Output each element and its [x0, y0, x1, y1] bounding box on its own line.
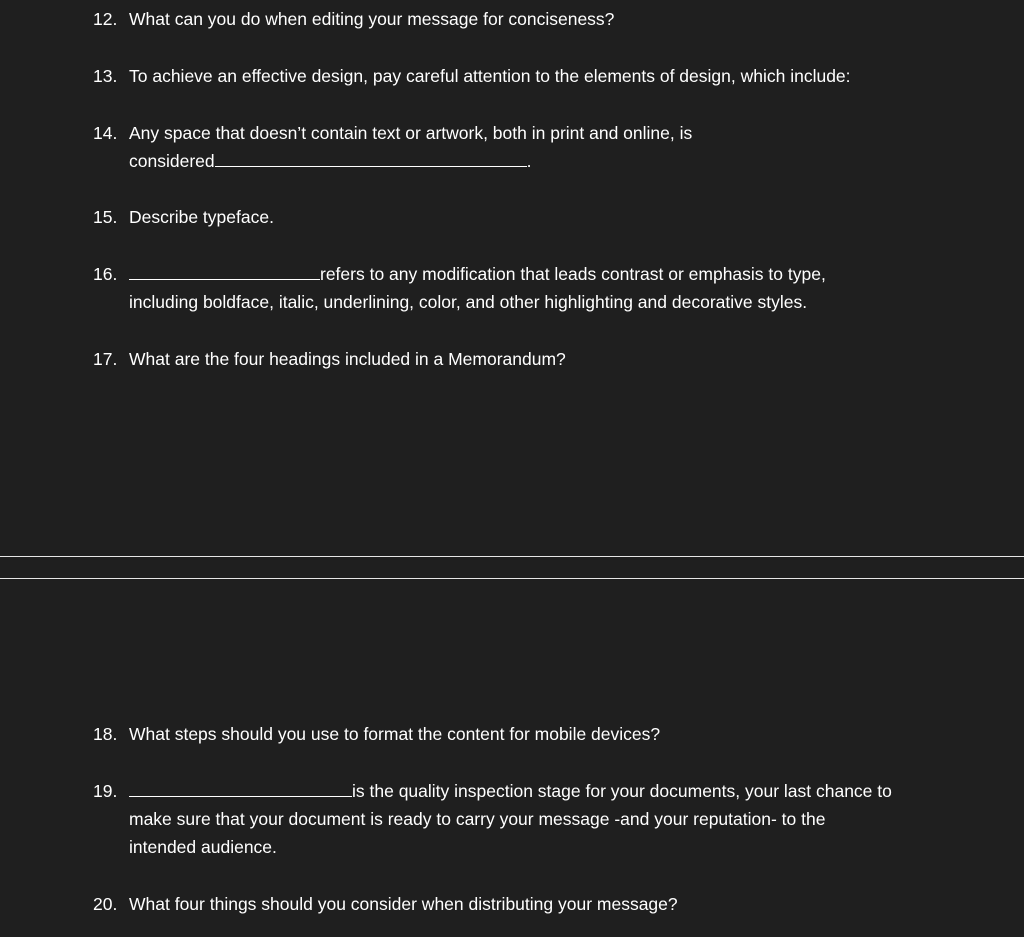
question-number: 13.	[93, 66, 118, 86]
question-text-line-3: intended audience.	[129, 837, 277, 857]
question-text: is the quality inspection stage for your documents, your last chance to	[352, 781, 892, 801]
fill-in-blank	[129, 260, 320, 280]
question-text-line-1: Any space that doesn’t contain text or artwork, both in print and online, is	[129, 123, 693, 143]
question-text-line-1	[129, 777, 892, 805]
question-text-suffix: .	[526, 151, 532, 171]
question-text: What are the four headings included in a Memorandum?	[129, 349, 566, 369]
question-number: 15.	[93, 207, 118, 227]
question-number: 17.	[93, 349, 118, 369]
question-text-line-2: make sure that your document is ready to carry your message -and your reputation- to the	[129, 809, 826, 829]
question-number: 16.	[93, 264, 118, 284]
question-text-prefix: considered	[129, 151, 215, 171]
fill-in-blank	[129, 777, 352, 797]
page-divider-top	[0, 556, 1024, 557]
question-text-line-1	[129, 260, 826, 288]
question-text: What can you do when editing your message for conciseness?	[129, 9, 615, 29]
question-text: Describe typeface.	[129, 207, 274, 227]
page-divider-bottom	[0, 578, 1024, 579]
question-text: refers to any modification that leads contrast or emphasis to type,	[320, 264, 826, 284]
question-text: What steps should you use to format the content for mobile devices?	[129, 724, 661, 744]
question-number: 18.	[93, 724, 118, 744]
question-number: 19.	[93, 781, 118, 801]
question-number: 20.	[93, 894, 118, 914]
fill-in-blank	[215, 147, 527, 167]
question-number: 12.	[93, 9, 118, 29]
question-text-line-2: including boldface, italic, underlining, color, and other highlighting and decorative styles.	[129, 292, 808, 312]
question-text: What four things should you consider when distributing your message?	[129, 894, 678, 914]
question-text-line-2	[129, 147, 532, 175]
question-text: To achieve an effective design, pay careful attention to the elements of design, which include:	[129, 66, 851, 86]
question-number: 14.	[93, 123, 118, 143]
